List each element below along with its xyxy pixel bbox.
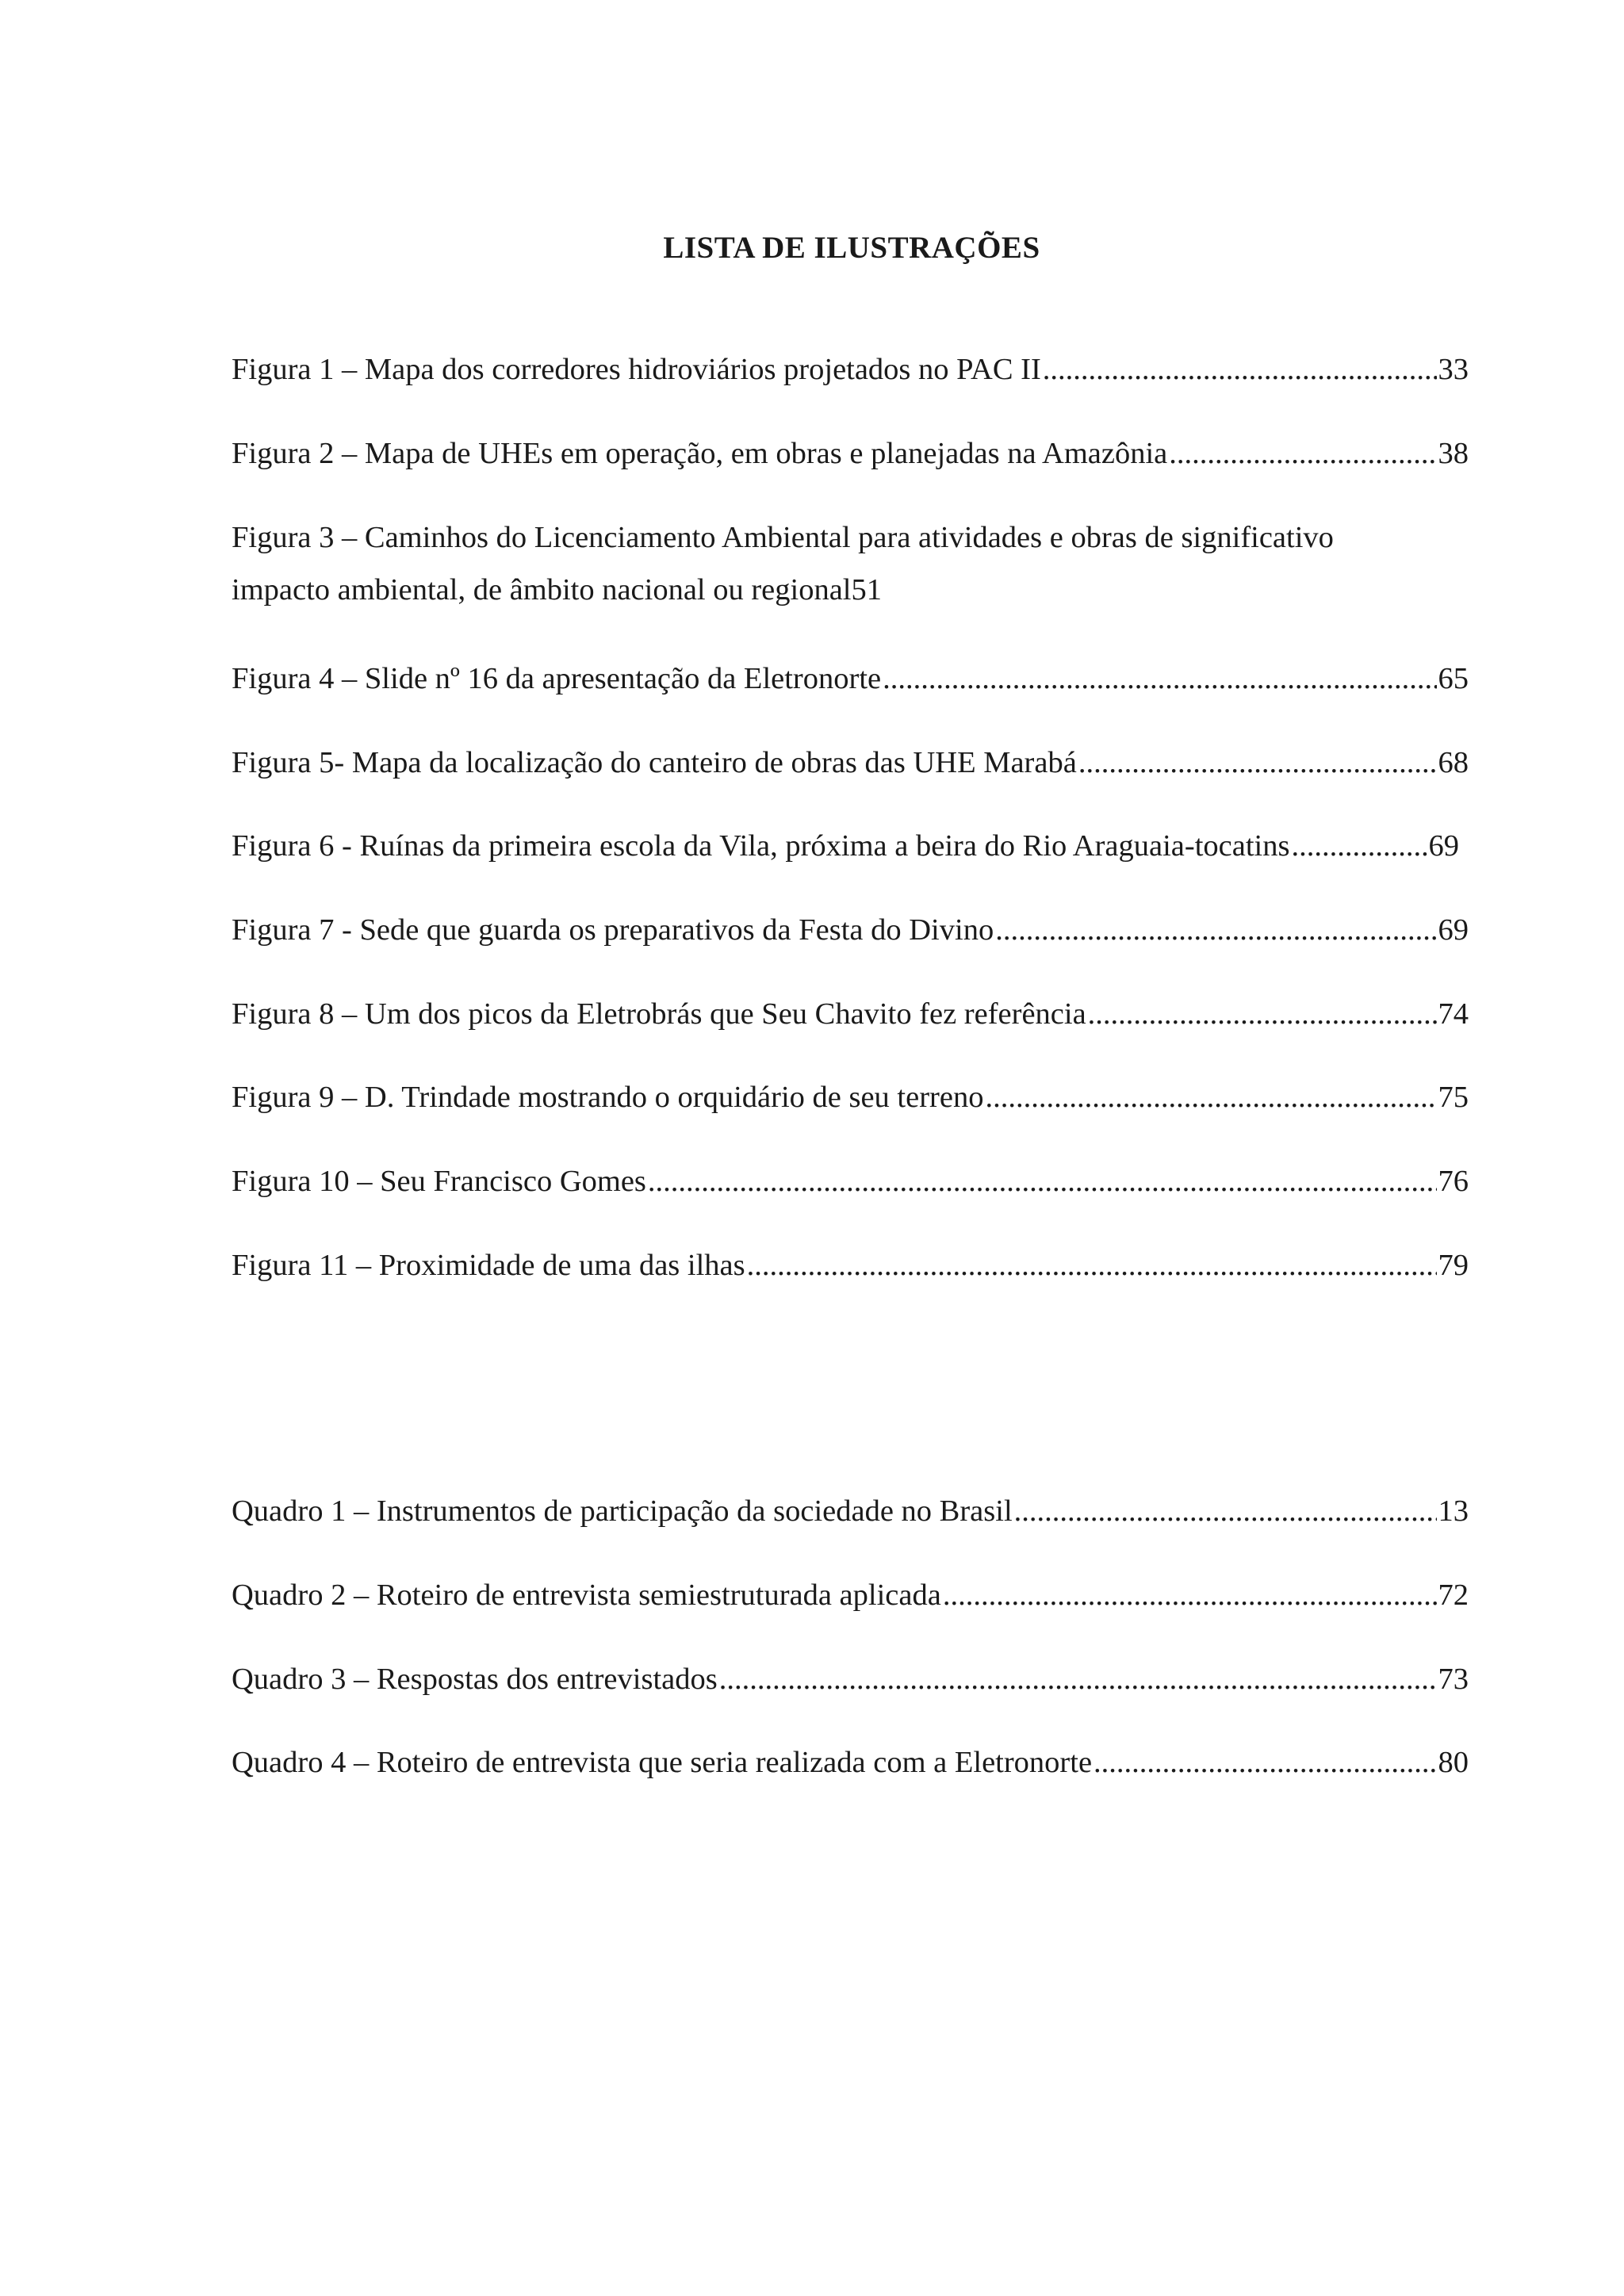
- page-number: 33: [1438, 353, 1469, 386]
- leader-dots: [1088, 997, 1437, 1031]
- entry-label: Figura 4 – Slide nº 16 da apresentação da Eletronorte: [232, 662, 882, 695]
- entry-label: Figura 6 - Ruínas da primeira escola da Vila, próxima a beira do Rio Araguaia-tocatins: [232, 829, 1290, 863]
- page-title: LISTA DE ILUSTRAÇÕES: [663, 231, 1040, 265]
- quadro-entry-2[interactable]: [232, 1578, 1469, 1613]
- leader-dots: [719, 1662, 1437, 1697]
- entry-label: Quadro 2 – Roteiro de entrevista semiestruturada aplicada: [232, 1578, 941, 1612]
- page-number: 13: [1438, 1494, 1469, 1528]
- page-number: 38: [1438, 437, 1469, 470]
- entry-label: Figura 9 – D. Trindade mostrando o orquidário de seu terreno: [232, 1081, 984, 1114]
- page-number: 68: [1438, 746, 1469, 779]
- leader-dots: [648, 1164, 1437, 1199]
- page-number: 69: [1428, 829, 1459, 863]
- leader-dots: [985, 1080, 1436, 1115]
- leader-dots: [1094, 1745, 1436, 1780]
- quadro-entry-1[interactable]: [232, 1494, 1469, 1529]
- entry-label: Figura 10 – Seu Francisco Gomes: [232, 1165, 646, 1198]
- figure-entry-2[interactable]: [232, 436, 1469, 471]
- leader-dots: [1014, 1494, 1437, 1529]
- leader-dots: [943, 1578, 1437, 1613]
- entry-label: Figura 7 - Sede que guarda os preparativos da Festa do Divino: [232, 913, 994, 947]
- quadro-entry-3[interactable]: [232, 1662, 1469, 1697]
- figure-entry-1[interactable]: [232, 352, 1469, 387]
- page-number: 69: [1438, 913, 1469, 947]
- entry-label-line2: impacto ambiental, de âmbito nacional ou regional: [232, 573, 852, 607]
- entry-label: Quadro 3 – Respostas dos entrevistados: [232, 1663, 718, 1696]
- leader-dots: [1169, 436, 1436, 471]
- page-number: 80: [1438, 1746, 1469, 1779]
- page-number: 51: [851, 573, 883, 607]
- page-number: 73: [1438, 1663, 1469, 1696]
- page-number: 79: [1438, 1249, 1469, 1282]
- leader-dots: [1291, 828, 1427, 863]
- figure-entry-8[interactable]: [232, 997, 1469, 1031]
- entry-label: Figura 2 – Mapa de UHEs em operação, em obras e planejadas na Amazônia: [232, 437, 1168, 470]
- figure-entry-6[interactable]: [232, 828, 1459, 863]
- figure-entry-3[interactable]: [232, 520, 1469, 607]
- entry-label: Figura 5- Mapa da localização do canteiro de obras das UHE Marabá: [232, 746, 1077, 779]
- leader-dots: [995, 913, 1436, 947]
- figure-entry-10[interactable]: [232, 1164, 1469, 1199]
- page-number: 65: [1438, 662, 1469, 695]
- leader-dots: [1078, 745, 1437, 780]
- entry-label: Figura 11 – Proximidade de uma das ilhas: [232, 1249, 745, 1282]
- page-number: 76: [1438, 1165, 1469, 1198]
- page-number: 74: [1438, 997, 1469, 1031]
- figure-entry-7[interactable]: [232, 913, 1469, 947]
- entry-label-line1: Figura 3 – Caminhos do Licenciamento Ambiental para atividades e obras de significativo: [232, 521, 1334, 554]
- entry-label: Figura 1 – Mapa dos corredores hidroviários projetados no PAC II: [232, 353, 1041, 386]
- leader-dots: [1043, 352, 1437, 387]
- entry-label: Figura 8 – Um dos picos da Eletrobrás que Seu Chavito fez referência: [232, 997, 1086, 1031]
- entry-label: Quadro 1 – Instrumentos de participação da sociedade no Brasil: [232, 1494, 1013, 1528]
- page-number: 75: [1438, 1081, 1469, 1114]
- leader-dots: [747, 1248, 1437, 1283]
- figure-entry-11[interactable]: [232, 1248, 1469, 1283]
- figure-entry-4[interactable]: [232, 661, 1469, 696]
- figure-entry-5[interactable]: [232, 745, 1469, 780]
- page-number: 72: [1438, 1578, 1469, 1612]
- leader-dots: [883, 661, 1436, 696]
- quadro-entry-4[interactable]: [232, 1745, 1469, 1780]
- entry-label: Quadro 4 – Roteiro de entrevista que seria realizada com a Eletronorte: [232, 1746, 1093, 1779]
- figure-entry-9[interactable]: [232, 1080, 1469, 1115]
